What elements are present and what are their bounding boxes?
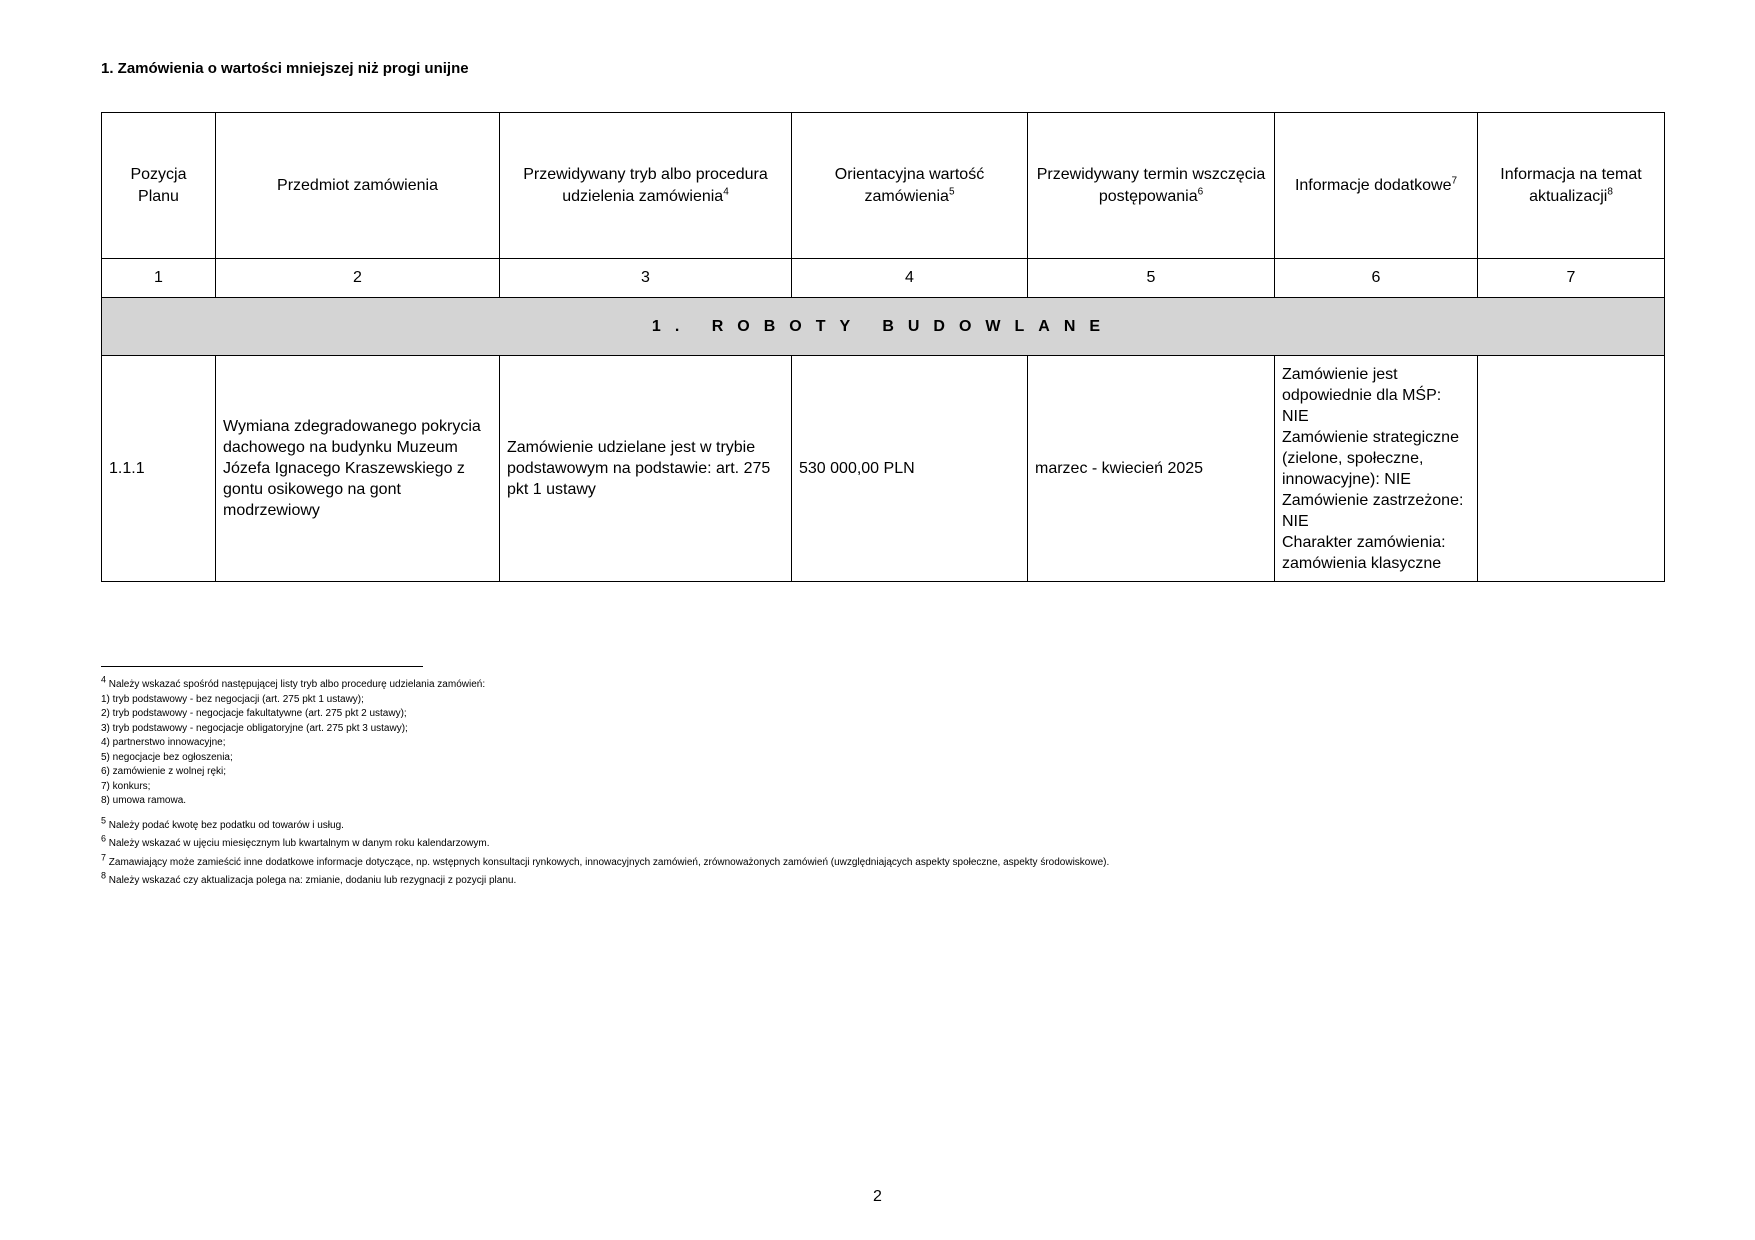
- footnote-4-item: 3) tryb podstawowy - negocjacje obligatoryjne (art. 275 pkt 3 ustawy);: [101, 722, 408, 734]
- column-header-value: Orientacyjna wartość zamówienia$^5$: [792, 113, 1028, 259]
- column-number: 5: [1028, 259, 1275, 298]
- footnote-4-item: 5) negocjacje bez ogłoszenia;: [101, 751, 233, 763]
- column-header-term: Przewidywany termin wszczęcia postępowania$^6$: [1028, 113, 1275, 259]
- column-header-additional-info: Informacje dodatkowe$^7$: [1275, 113, 1478, 259]
- footnote-7: $^7$ Zamawiający może zamieścić inne dodatkowe informacje dotyczące, np. wstępnych konsultacji rynkowych, innowacyjnych zamówień, zrównoważonych zamówień (uwzględniających aspekty społeczne, aspekty środowiskowe).: [101, 852, 1110, 868]
- cell-additional-info: [1275, 356, 1478, 582]
- footnote-4-item: 2) tryb podstawowy - negocjacje fakultatywne (art. 275 pkt 2 ustawy);: [101, 708, 407, 719]
- footnote-5: $^5$ Należy podać kwotę bez podatku od towarów i usług.: [101, 815, 344, 831]
- table-header-row: [102, 113, 1665, 259]
- column-number: 1: [102, 259, 216, 298]
- footnote-4-item: 7) konkurs;: [101, 780, 151, 792]
- column-number: 7: [1478, 259, 1665, 298]
- column-header-procedure: Przewidywany tryb albo procedura udzielenia zamówienia$^4$: [500, 113, 792, 259]
- column-header-update-info: Informacja na temat aktualizacji$^8$: [1478, 113, 1665, 259]
- info-line: Zamówienie zastrzeżone: NIE: [1282, 492, 1464, 530]
- procurement-plan-table: [101, 112, 1665, 582]
- footnote-4-item: 6) zamówienie z wolnej ręki;: [101, 766, 227, 777]
- column-header-position: Pozycja Planu: [102, 113, 216, 259]
- footnote-ref: 7: [1451, 175, 1458, 187]
- column-number: 4: [792, 259, 1028, 298]
- info-line: Charakter zamówienia: zamówienia klasyczne: [1282, 534, 1446, 572]
- section-title: 1. ROBOTY BUDOWLANE: [102, 298, 1665, 356]
- footnote-separator: [101, 666, 423, 667]
- cell-update-info: [1478, 356, 1665, 582]
- page-number: 2: [873, 1188, 882, 1205]
- footnote-4-item: 4) partnerstwo innowacyjne;: [101, 737, 226, 748]
- footnote-ref: 5: [948, 186, 955, 198]
- cell-subject: Wymiana zdegradowanego pokrycia dachowego na budynku Muzeum Józefa Ignacego Kraszewskiego z gontu osikowego na gont modrzewiowy: [216, 356, 500, 582]
- footnote-4-item: 1) tryb podstawowy - bez negocjacji (art. 275 pkt 1 ustawy);: [101, 693, 364, 705]
- cell-value: 530 000,00 PLN: [792, 356, 1028, 582]
- column-number: 3: [500, 259, 792, 298]
- footnote-ref: 4: [723, 186, 729, 198]
- info-line: Zamówienie jest odpowiednie dla MŚP: NIE: [1282, 366, 1442, 425]
- cell-position: 1.1.1: [102, 356, 216, 582]
- footnote-ref: 6: [1197, 186, 1204, 198]
- table-row: [102, 356, 1665, 582]
- column-number: 6: [1275, 259, 1478, 298]
- footnote-8: $^8$ Należy wskazać czy aktualizacja polega na: zmianie, dodaniu lub rezygnacji z pozycji planu.: [101, 870, 517, 886]
- cell-term: marzec - kwiecień 2025: [1028, 356, 1275, 582]
- column-number: 2: [216, 259, 500, 298]
- section-heading: 1. Zamówienia o wartości mniejszej niż progi unijne: [101, 60, 469, 77]
- footnote-4: $^4$ Należy wskazać spośród następującej listy tryb albo procedurę udzielania zamówień:: [101, 674, 486, 690]
- footnote-6: $^6$ Należy wskazać w ujęciu miesięcznym lub kwartalnym w danym roku kalendarzowym.: [101, 833, 490, 849]
- column-number-row: [102, 259, 1665, 298]
- footnotes: [101, 674, 1110, 889]
- cell-procedure: Zamówienie udzielane jest w trybie podstawowym na podstawie: art. 275 pkt 1 ustawy: [500, 356, 792, 582]
- section-row: [102, 298, 1665, 356]
- footnote-ref: 8: [1607, 186, 1613, 198]
- info-line: Zamówienie strategiczne (zielone, społeczne, innowacyjne): NIE: [1282, 429, 1459, 488]
- column-header-subject: Przedmiot zamówienia: [216, 113, 500, 259]
- footnote-4-item: 8) umowa ramowa.: [101, 795, 187, 806]
